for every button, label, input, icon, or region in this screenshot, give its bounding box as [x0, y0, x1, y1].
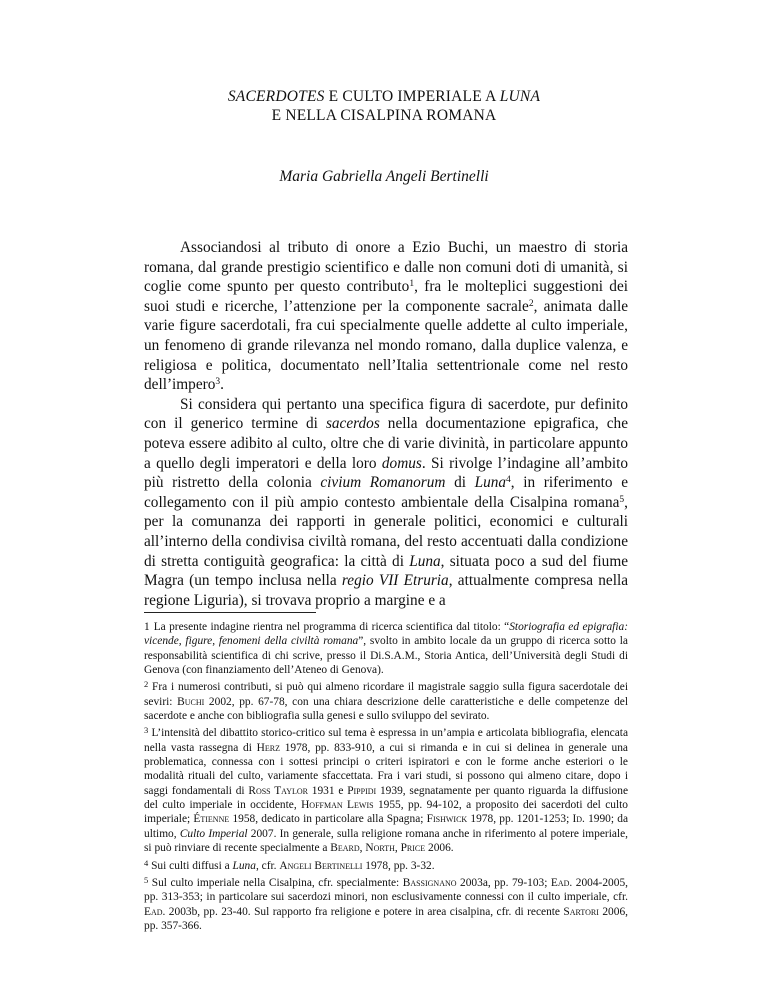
footnotes: [144, 612, 628, 933]
footnote-separator: [144, 612, 316, 613]
footnote-3: $^3$ L’intensità del dibattito storico-critico sul tema è espressa in un’ampia e articolata bibliografia, elencata nella vasta rassegna di Herz 1978, pp. 833-910, a cui si rimanda e in cui si delinea in generale una problematica, connessa con i sottesi principi o criteri ispiratori e con le forme anche esteriori o le modalità rituali del culto, variamente sfaccettata. Fra i vari studi, si possono qui almeno citare, dopo i saggi fondamentali di Ross Taylor 1931 e Pippidi 1939, segnatamente per quanto riguarda la diffusione del culto imperiale in occidente, Hoffman Lewis 1955, pp. 94-102, a proposito dei sacerdoti del culto imperiale; Étienne 1958, dedicato in particolare alla Spagna; Fishwick 1978, pp. 1201-1253; Id. 1990; da ultimo, Culto Imperial 2007. In generale, sulla religione romana anche in riferimento al potere imperiale, si può rinviare di recente specialmente a Beard, North, Price 2006.: [144, 725, 628, 855]
footnote-1: 1 La presente indagine rientra nel programma di ricerca scientifica dal titolo: “Storiografia ed epigrafia: vicende, figure, fenomeni della civiltà romana”, svolto in ambito locale da un gruppo di ricerca sotto la responsabilità scientifica di chi scrive, presso il Di.S.A.M., Storia Antica, dell’Università degli Studi di Genova (con finanziamento dell’Ateneo di Genova).: [144, 621, 628, 677]
paragraph-2: Si considera qui pertanto una specifica figura di sacerdote, pur definito con il generico termine di sacerdos nella documentazione epigrafica, che poteva essere adibito al culto, oltre che di varie divinità, in particolare appunto a quello degli imperatori e della loro domus. Si rivolge l’indagine all’ambito più ristretto della colonia civium Romanorum di Luna$^4$, in riferimento e collegamento con il più ampio contesto ambientale della Cisalpina romana$^5$, per la comunanza dei rapporti in generale politici, economici e culturali all’interno della condivisa civiltà romana, del resto accentuati dalla condizione di stretta contiguità geografica: la città di Luna, situata poco a sud del fiume Magra (un tempo inclusa nella regio VII Etruria, attualmente compresa nella regione Liguria), si trovava proprio a margine e a: [144, 395, 629, 609]
paper-title: [0, 87, 768, 125]
footnote-ref-5: 5: [619, 494, 625, 505]
footnote-ref-4: 4: [506, 475, 511, 486]
footnote-ref-1: 1: [409, 279, 415, 290]
footnote-2: $^2$ Fra i numerosi contributi, si può qui almeno ricordare il magistrale saggio sulla figura sacerdotale dei seviri: Buchi 2002, pp. 67-78, con una chiara descrizione delle caratteristiche e delle competenze del sacerdote e anche con bibliografia sulla genesi e sullo sviluppo del sevirato.: [144, 679, 628, 723]
footnote-5: $^5$ Sul culto imperiale nella Cisalpina, cfr. specialmente: Bassignano 2003a, pp. 79-103; Ead. 2004-2005, pp. 313-353; in particolare sui sacerdozi minori, non esclusivamente connessi con il culto imperiale, cfr. Ead. 2003b, pp. 23-40. Sul rapporto fra religione e potere in area cisalpina, cfr. di recente Sartori 2006, pp. 357-366.: [144, 874, 628, 932]
title-line-1: SACERDOTES E CULTO IMPERIALE A LUNA: [227, 88, 541, 105]
footnote-ref-3: 3: [215, 377, 221, 388]
paragraph-1: Associandosi al tributo di onore a Ezio Buchi, un maestro di storia romana, dal grande prestigio scientifico e dalle non comuni doti di umanità, si coglie come spunto per questo contributo$^1$, fra le molteplici suggestioni dei suoi studi e ricerche, l’attenzione per la componente sacrale$^2$, animata dalle varie figure sacerdotali, fra cui specialmente quelle addette al culto imperiale, un fenomeno di grande rilevanza nel mondo romano, dalla duplice valenza, e religiosa e politica, documentato nell’Italia settentrionale come nel resto dell’impero$^3$.: [144, 239, 628, 394]
title-line-2: E NELLA CISALPINA ROMANA: [271, 107, 497, 124]
footnote-ref-2: 2: [528, 298, 534, 309]
footnote-4: $^4$ Sui culti diffusi a Luna, cfr. Angeli Bertinelli 1978, pp. 3-32.: [144, 857, 435, 872]
body-text: [144, 238, 628, 610]
author-name: Maria Gabriella Angeli Bertinelli: [279, 168, 489, 185]
